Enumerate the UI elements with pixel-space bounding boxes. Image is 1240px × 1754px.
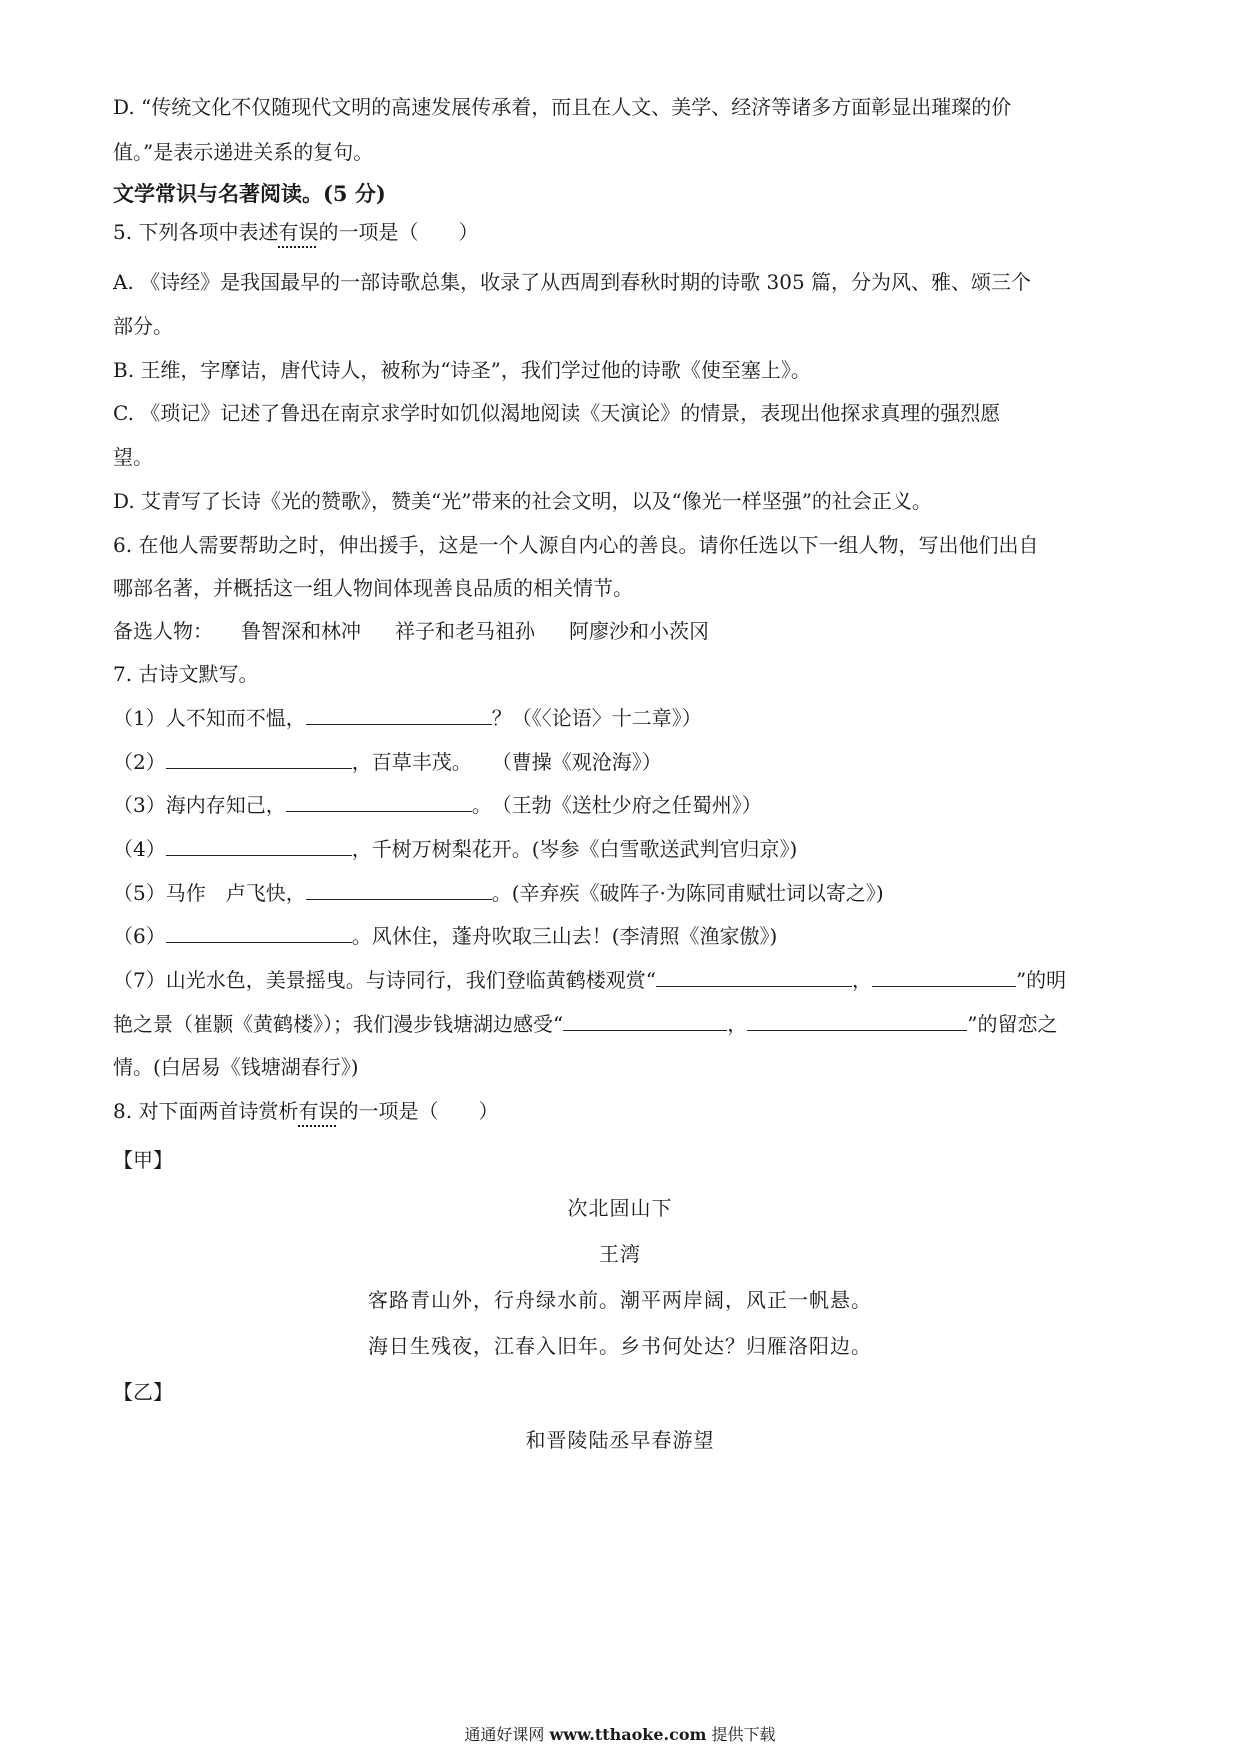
- poem-jia-title: 次北固山下: [567, 1196, 673, 1220]
- q7-item-5: [113, 879, 1143, 907]
- footer: [0, 1722, 1240, 1745]
- q5-stem: [113, 218, 1143, 246]
- q6-option-3: 阿廖沙和小茨冈: [569, 619, 709, 643]
- q8-stem-prefix: 8. 对下面两首诗赏析: [113, 1099, 299, 1123]
- q6-option-2: 祥子和老马祖孙: [395, 619, 535, 643]
- q5-option-c-line2: 望。: [113, 445, 153, 469]
- poem-jia-author: 王湾: [599, 1242, 641, 1266]
- q7-item-7-line3: 情。(白居易《钱塘湖春行》): [113, 1055, 359, 1079]
- q7-item-1-post: ？（《〈论语〉十二章》）: [491, 706, 702, 730]
- answer-blank[interactable]: [656, 966, 852, 987]
- answer-blank[interactable]: [286, 791, 472, 812]
- q7-item-4-pre: （4）: [113, 837, 166, 861]
- q7-item-1: [113, 704, 1143, 732]
- q7-item-6-post: 。风休住，蓬舟吹取三山去！(李清照《渔家傲》): [351, 924, 778, 948]
- q5-option-d: D. 艾青写了长诗《光的赞歌》，赞美“光”带来的社会文明，以及“像光一样坚强”的社会正义。: [113, 489, 932, 513]
- q5-option-b: B. 王维，字摩诘，唐代诗人，被称为“诗圣”，我们学过他的诗歌《使至塞上》。: [113, 358, 811, 382]
- q7-item-7-line1: [113, 966, 1143, 994]
- poem-jia-line2: 海日生残夜，江春入旧年。乡书何处达？归雁洛阳边。: [368, 1334, 872, 1358]
- q6-options: [113, 617, 1143, 645]
- q8-emphasis: 有误: [298, 1099, 339, 1123]
- q7-item-3-post: 。 （王勃《送杜少府之任蜀州》）: [471, 793, 762, 817]
- q7-item-7-part-c: ”的明: [1015, 968, 1067, 992]
- answer-blank[interactable]: [166, 748, 352, 769]
- q5-option-a-line1: A. 《诗经》是我国最早的一部诗歌总集，收录了从西周到春秋时期的诗歌 305 篇，分为风、雅、颂三个: [113, 270, 1032, 294]
- q5-stem-suffix: 的一项是（ ）: [318, 220, 479, 244]
- q7-item-2-pre: （2）: [113, 750, 166, 774]
- footer-url[interactable]: www.tthaoke.com: [549, 1725, 707, 1744]
- answer-blank[interactable]: [306, 704, 492, 725]
- q7-item-4-post: ，千树万树梨花开。(岑参《白雪歌送武判官归京》): [351, 837, 798, 861]
- q7-item-2: [113, 748, 1143, 776]
- q4-option-d-line2: 值。”是表示递进关系的复句。: [113, 140, 374, 164]
- q6-stem-line1: 6. 在他人需要帮助之时，伸出援手，这是一个人源自内心的善良。请你任选以下一组人物，写出他们出自: [113, 533, 1039, 557]
- q7-item-1-pre: （1）人不知而不愠，: [113, 706, 306, 730]
- q7-item-6-pre: （6）: [113, 924, 166, 948]
- q7-item-3-pre: （3）海内存知己，: [113, 793, 286, 817]
- q7-item-7-part-f: ”的留恋之: [967, 1012, 1058, 1036]
- q5-option-a-line2: 部分。: [113, 314, 173, 338]
- section-title: 文学常识与名著阅读。(5 分): [113, 181, 386, 206]
- poem-jia-label: 【甲】: [113, 1148, 173, 1172]
- poem-jia-line1: 客路青山外，行舟绿水前。潮平两岸阔，风正一帆悬。: [368, 1288, 872, 1312]
- q8-stem-suffix: 的一项是（ ）: [338, 1099, 499, 1123]
- q6-option-1: 鲁智深和林冲: [241, 619, 361, 643]
- q7-item-7-part-a: （7）山光水色，美景摇曳。与诗同行，我们登临黄鹤楼观赏“: [113, 968, 656, 992]
- q7-item-7-part-e: ，: [727, 1012, 748, 1036]
- poem-yi-title: 和晋陵陆丞早春游望: [525, 1428, 715, 1452]
- q7-item-3: [113, 791, 1143, 819]
- q5-emphasis: 有误: [278, 220, 319, 244]
- q7-title: 7. 古诗文默写。: [113, 662, 259, 686]
- q7-item-5-pre: （5）马作 卢飞快，: [113, 881, 306, 905]
- footer-site-name: 通通好课网: [464, 1725, 545, 1744]
- q7-item-4: [113, 835, 1143, 863]
- answer-blank[interactable]: [872, 966, 1016, 987]
- q5-stem-prefix: 5. 下列各项中表述: [113, 220, 279, 244]
- q7-item-7-part-d: 艳之景（崔颢《黄鹤楼》）；我们漫步钱塘湖边感受“: [113, 1012, 564, 1036]
- answer-blank[interactable]: [747, 1010, 967, 1031]
- answer-blank[interactable]: [563, 1010, 727, 1031]
- poem-yi-label: 【乙】: [113, 1380, 173, 1404]
- q7-item-2-post: ，百草丰茂。 （曹操《观沧海》）: [351, 750, 662, 774]
- q8-stem: [113, 1097, 1143, 1125]
- q4-option-d-line1: D. “传统文化不仅随现代文明的高速发展传承着，而且在人文、美学、经济等诸多方面彰显出璀璨的价: [113, 95, 1012, 119]
- q7-item-6: [113, 922, 1143, 950]
- footer-download-text: 提供下载: [711, 1725, 776, 1744]
- answer-blank[interactable]: [306, 879, 492, 900]
- q6-options-label: 备选人物：: [113, 619, 213, 643]
- q5-option-c-line1: C. 《琐记》记述了鲁迅在南京求学时如饥似渴地阅读《天演论》的情景，表现出他探求真理的强烈愿: [113, 401, 1001, 425]
- q7-item-7-line2: [113, 1010, 1143, 1038]
- answer-blank[interactable]: [166, 835, 352, 856]
- q7-item-7-part-b: ，: [851, 968, 872, 992]
- answer-blank[interactable]: [166, 922, 352, 943]
- q6-stem-line2: 哪部名著，并概括这一组人物间体现善良品质的相关情节。: [113, 576, 633, 600]
- q7-item-5-post: 。(辛弃疾《破阵子·为陈同甫赋壮词以寄之》): [491, 881, 884, 905]
